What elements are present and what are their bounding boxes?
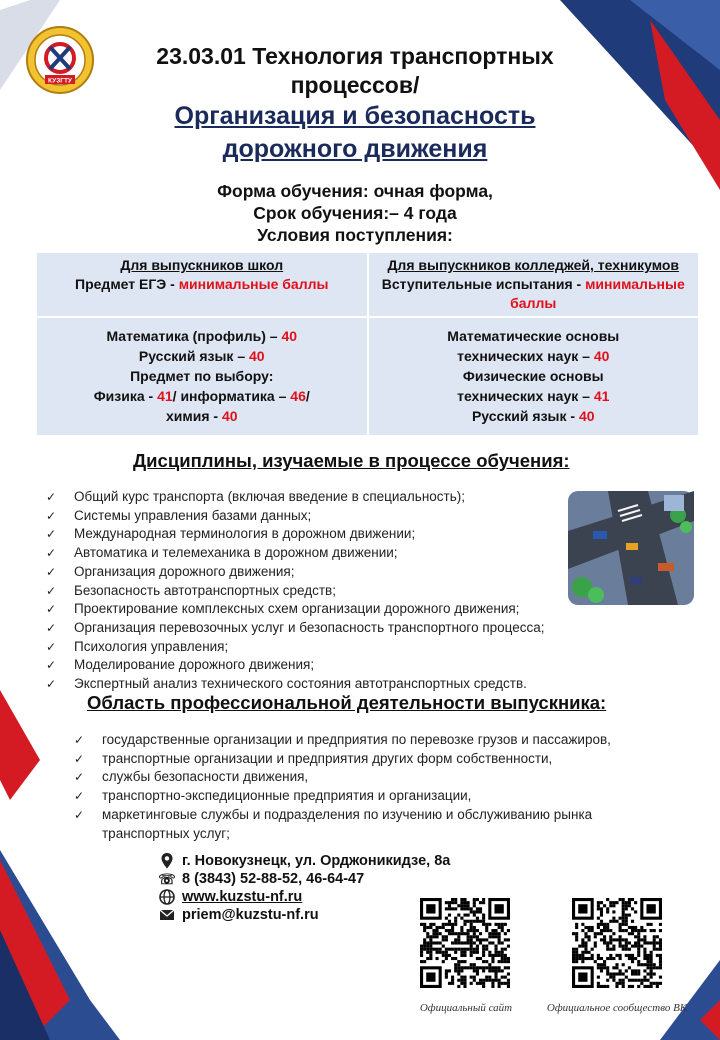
checkmark-icon: ✓ bbox=[74, 751, 85, 766]
phone-icon: ☏ bbox=[158, 871, 176, 887]
checkmark-icon: ✓ bbox=[74, 789, 85, 804]
checkmark-icon: ✓ bbox=[46, 527, 57, 542]
study-info bbox=[95, 180, 615, 246]
list-item-text: Проектирование комплексных схем организации дорожного движения; bbox=[74, 601, 520, 617]
address-row bbox=[158, 852, 450, 870]
list-item-text: транспортных услуг; bbox=[102, 825, 230, 841]
checkmark-icon: ✓ bbox=[46, 620, 57, 635]
list-item-text: транспортные организации и предприятия других форм собственности, bbox=[102, 750, 553, 766]
university-logo bbox=[25, 25, 95, 95]
career-title: Область профессиональной деятельности выпускника: bbox=[87, 692, 607, 713]
checkmark-icon: ✓ bbox=[46, 677, 57, 692]
test-physics-foundations-1: Физические основы bbox=[462, 368, 604, 384]
list-item-text: Безопасность автотранспортных средств; bbox=[74, 582, 336, 598]
test-math-foundations-2: технических наук – 40 bbox=[457, 348, 610, 364]
subject-chemistry: химия - 40 bbox=[165, 408, 238, 424]
subject-choice-options: Физика - 41/ информатика – 46/ bbox=[93, 388, 310, 404]
list-item bbox=[74, 750, 611, 769]
list-item-text: Системы управления базами данных; bbox=[74, 507, 312, 523]
test-math-foundations-1: Математические основы bbox=[447, 328, 620, 344]
college-graduates-cell bbox=[369, 253, 699, 316]
list-item bbox=[46, 600, 545, 619]
school-exam-note bbox=[43, 275, 361, 294]
qr-vk-caption: Официальное сообщество ВК bbox=[546, 1002, 688, 1014]
subject-choice-label: Предмет по выбору: bbox=[130, 368, 274, 384]
checkmark-icon: ✓ bbox=[46, 490, 57, 504]
list-item bbox=[46, 507, 545, 526]
list-item bbox=[74, 768, 611, 787]
list-item bbox=[46, 563, 545, 582]
road-intersection-illustration bbox=[568, 491, 694, 605]
qr-code-site[interactable] bbox=[420, 898, 510, 988]
college-graduates-header: Для выпускников колледжей, техникумов bbox=[387, 257, 680, 273]
min-score-label: минимальные баллы bbox=[178, 276, 329, 292]
list-item bbox=[46, 619, 545, 638]
entrance-tests-label: Вступительные испытания - bbox=[381, 276, 586, 292]
college-subjects-cell bbox=[369, 318, 699, 435]
admission-header-row bbox=[37, 253, 698, 316]
study-duration: Срок обучения:– 4 года bbox=[253, 203, 457, 223]
subject-math: Математика (профиль) – 40 bbox=[106, 328, 298, 344]
program-subtitle bbox=[95, 100, 615, 166]
career-list bbox=[74, 731, 611, 843]
checkmark-icon: ✓ bbox=[46, 564, 57, 579]
checkmark-icon: ✓ bbox=[74, 770, 85, 785]
subject-russian: Русский язык – 40 bbox=[138, 348, 265, 364]
checkmark-icon: ✓ bbox=[74, 807, 85, 822]
qr-site-caption: Официальный сайт bbox=[419, 1002, 513, 1014]
list-item-text: Организация дорожного движения; bbox=[74, 563, 295, 579]
list-item-text: государственные организации и предприятия по перевозке грузов и пассажиров, bbox=[102, 732, 611, 747]
list-item bbox=[46, 675, 545, 694]
phone-row bbox=[158, 870, 450, 888]
list-item-text: транспортно-экспедиционные предприятия и организации, bbox=[102, 788, 472, 804]
site-link[interactable]: www.kuzstu-nf.ru bbox=[182, 889, 303, 905]
qr-code-vk[interactable] bbox=[572, 898, 662, 988]
list-item-text: службы безопасности движения, bbox=[102, 769, 309, 785]
list-item bbox=[74, 731, 611, 750]
checkmark-icon: ✓ bbox=[46, 602, 57, 617]
checkmark-icon: ✓ bbox=[74, 733, 85, 747]
list-item bbox=[74, 787, 611, 806]
study-form: Форма обучения: очная форма, bbox=[217, 181, 493, 201]
list-item bbox=[46, 582, 545, 601]
list-item bbox=[74, 806, 611, 825]
test-russian: Русский язык - 40 bbox=[471, 408, 595, 424]
min-score-label: минимальные баллы bbox=[510, 276, 685, 311]
college-exam-note bbox=[375, 275, 693, 313]
list-item-text: Международная терминология в дорожном движении; bbox=[74, 526, 416, 542]
phone-text[interactable]: 8 (3843) 52-88-52, 46-64-47 bbox=[182, 871, 365, 887]
site-row bbox=[158, 888, 450, 906]
checkmark-icon: ✓ bbox=[46, 658, 57, 673]
test-physics-foundations-2: технических наук – 41 bbox=[457, 388, 610, 404]
email-row bbox=[158, 906, 450, 924]
list-item bbox=[74, 825, 611, 844]
list-item bbox=[46, 656, 545, 675]
address-text: г. Новокузнецк, ул. Орджоникидзе, 8а bbox=[182, 853, 451, 869]
school-graduates-header: Для выпускников школ bbox=[120, 257, 284, 273]
email-link[interactable]: priem@kuzstu-nf.ru bbox=[182, 907, 319, 923]
subtitle-line-2: дорожного движения bbox=[222, 135, 488, 163]
mail-icon bbox=[158, 906, 176, 924]
disciplines-title: Дисциплины, изучаемые в процессе обучения: bbox=[133, 450, 570, 471]
list-item bbox=[46, 638, 545, 657]
school-graduates-cell bbox=[37, 253, 367, 316]
globe-icon bbox=[158, 888, 176, 906]
list-item bbox=[46, 488, 545, 507]
list-item-text: Организация перевозочных услуг и безопасность транспортного процесса; bbox=[74, 619, 545, 635]
admission-subjects-row bbox=[37, 318, 698, 435]
list-item bbox=[46, 525, 545, 544]
list-item-text: Психология управления; bbox=[74, 638, 229, 654]
title-line-2: процессов/ bbox=[290, 72, 420, 98]
admission-table bbox=[35, 251, 700, 437]
svg-text:КУЗГТУ: КУЗГТУ bbox=[48, 77, 72, 85]
list-item bbox=[46, 544, 545, 563]
program-title bbox=[95, 42, 615, 100]
list-item-text: Экспертный анализ технического состояния автотранспортных средств. bbox=[74, 676, 527, 692]
school-subjects-cell bbox=[37, 318, 367, 435]
list-item-text: Автоматика и телемеханика в дорожном движении; bbox=[74, 545, 398, 561]
admission-conditions: Условия поступления: bbox=[257, 225, 453, 245]
list-item-text: Общий курс транспорта (включая введение в специальность); bbox=[74, 489, 465, 504]
checkmark-icon: ✓ bbox=[46, 639, 57, 654]
disciplines-list bbox=[46, 488, 545, 694]
list-item-text: Моделирование дорожного движения; bbox=[74, 657, 315, 673]
list-item-text: маркетинговые службы и подразделения по изучению и обслуживанию рынка bbox=[102, 806, 593, 822]
exam-subject-label: Предмет ЕГЭ - bbox=[75, 276, 179, 292]
contacts-block bbox=[158, 852, 450, 924]
checkmark-icon: ✓ bbox=[46, 508, 57, 523]
subtitle-line-1: Организация и безопасность bbox=[174, 102, 536, 130]
title-line-1: 23.03.01 Технология транспортных bbox=[156, 43, 554, 69]
checkmark-icon: ✓ bbox=[46, 546, 57, 561]
location-pin-icon bbox=[158, 852, 176, 870]
checkmark-icon: ✓ bbox=[46, 583, 57, 598]
